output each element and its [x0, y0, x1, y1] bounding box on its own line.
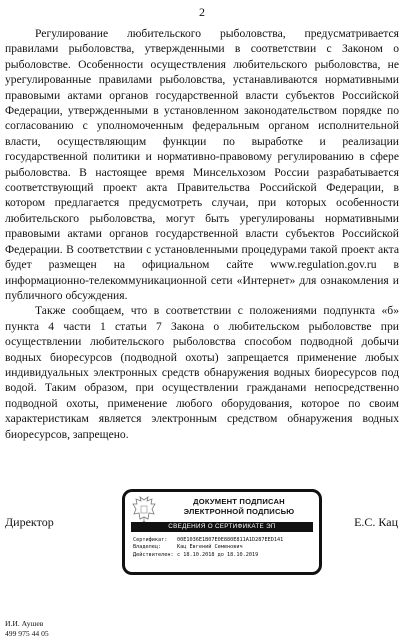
certificate-value: 00E1036E1B07E0E880E811A1D287EED141 — [177, 537, 284, 543]
certificate-label: Сертификат: — [133, 537, 168, 543]
owner-value: Кац Евгений Семенович — [177, 544, 243, 551]
certificate-info-bar: СВЕДЕНИЯ О СЕРТИФИКАТЕ ЭП — [131, 522, 313, 532]
letter-body — [5, 26, 399, 442]
validity-value: с 18.10.2018 до 18.10.2019 — [177, 551, 259, 558]
signatory-name: Е.С. Кац — [354, 515, 398, 529]
executor-phone: 499 975 44 05 — [5, 628, 49, 638]
page-number: 2 — [199, 5, 205, 19]
body-paragraph: Регулирование любительского рыболовства, предусматривается правилами рыболовства, утвержденными в соответствии с Законом о рыболовстве. Особенности осуществления любительского рыболовства, не урегулированные правилами рыболовства, устанавливаются нормативными правовыми актами органов государственной власти субъектов Российской Федерации, утвержденными в установленном законодательством порядке по согласованию с уполномоченным федеральным органом исполнительной власти, осуществляющим функции по выработке и реализации государственной политики и нормативно-правовому регулированию в сфере рыболовства. В настоящее время Минсельхозом России разрабатывается соответствующий проект акта Правительства Российской Федерации, в котором предлагается предусмотреть случаи, при которых особенности любительского рыболовства, могут быть урегулированы нормативными правовыми актами органов государственной власти субъектов Российской Федерации. В соответствии с установленными процедурами такой проект акта будет размещен на официальном сайте www.regulation.gov.ru в информационно-телекоммуникационной сети «Интернет» для ознакомления и публичного обсуждения. — [5, 27, 399, 302]
certificate-details — [133, 537, 315, 559]
certificate-row — [133, 537, 315, 544]
stamp-title — [161, 497, 317, 517]
owner-row — [133, 544, 315, 551]
body-paragraph: Также сообщаем, что в соответствии с положениями подпункта «б» пункта 4 части 1 статьи 7 Закона о любительском рыболовстве при осуществлении любительского рыболовства способом подводной добычи водных биоресурсов (подводной охоты) запрещается применение любых индивидуальных электронных средств обнаружения водных биоресурсов под водой. Таким образом, при осуществлении гражданами непосредственно подводной охоты, применение любого оборудования, которое по своим характеристикам является электронным средством обнаружения водных биоресурсов, запрещено. — [5, 304, 399, 441]
executor-name: И.И. Аушев — [5, 619, 44, 628]
validity-row — [133, 552, 315, 559]
executor-info — [5, 619, 49, 638]
signature-block — [0, 489, 404, 579]
owner-label: Владелец: — [133, 544, 162, 551]
electronic-signature-stamp — [122, 489, 322, 575]
validity-label: Действителен: — [133, 551, 174, 558]
signatory-position: Директор — [5, 515, 54, 529]
stamp-title-line2: ЭЛЕКТРОННОЙ ПОДПИСЬЮ — [183, 507, 295, 516]
stamp-title-line1: ДОКУМЕНТ ПОДПИСАН — [193, 497, 285, 506]
